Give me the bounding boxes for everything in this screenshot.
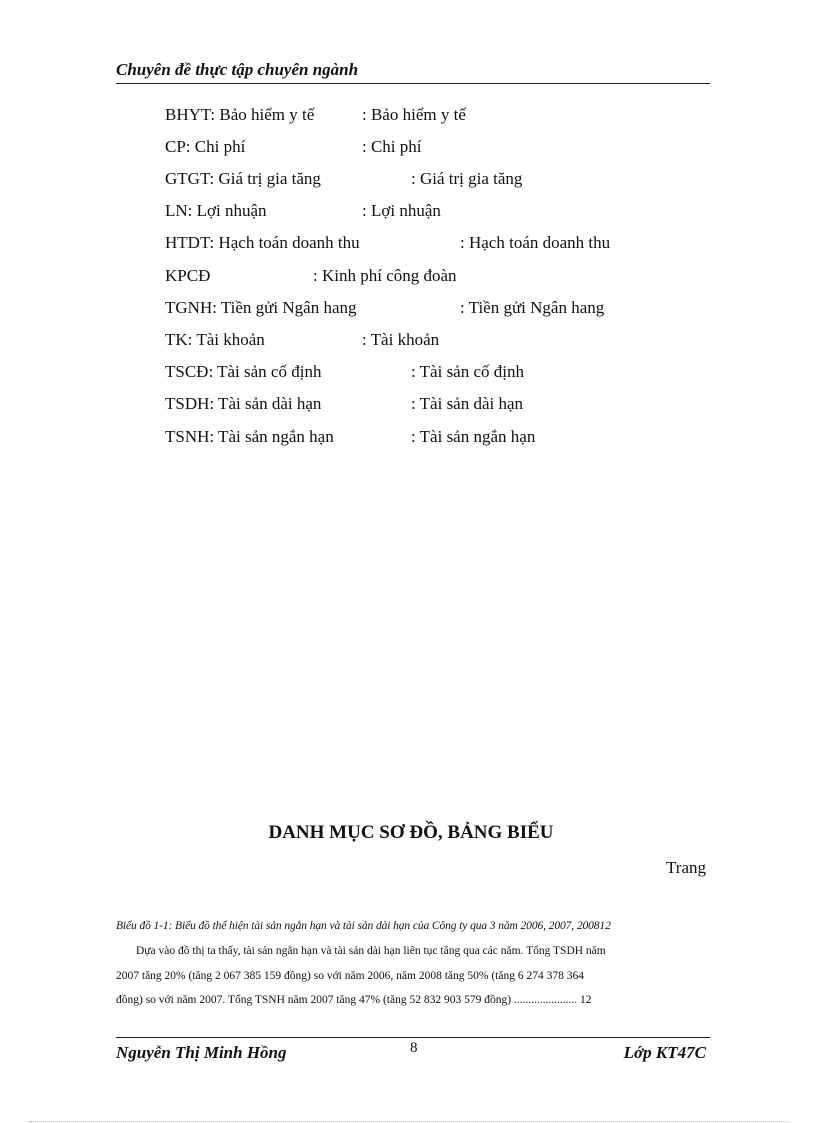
footer-class-label: Lớp KT47C [623, 1043, 706, 1062]
abbreviation-definition: : Tài sản dài hạn [411, 394, 524, 413]
abbreviation-definition: : Hạch toán doanh thu [460, 233, 611, 252]
abbreviation-definition: : Tài sản cố định [411, 362, 524, 381]
abbreviation-definition: : Chi phí [362, 137, 422, 156]
abbreviation-term: TK: Tài khoản [165, 330, 265, 349]
abbreviation-term: KPCĐ [165, 266, 211, 285]
abbreviation-definition: : Kinh phí công đoàn [313, 266, 457, 285]
footer-rule [116, 1037, 710, 1038]
abbreviation-term: HTDT: Hạch toán doanh thu [165, 233, 360, 252]
abbreviation-definition: : Tài sản ngắn hạn [411, 427, 536, 446]
abbreviation-definition: : Lợi nhuận [362, 201, 441, 220]
page-number: 8 [410, 1040, 418, 1056]
toc-entry-line: Dựa vào đồ thị ta thấy, tài sản ngắn hạn và tài sản dài hạn liên tục tăng qua các năm. Tổng TSDH năm [136, 945, 606, 957]
abbreviation-definition: : Bảo hiểm y tế [362, 105, 466, 124]
abbreviation-definition: : Giá trị gia tăng [411, 169, 523, 188]
abbreviation-term: TSNH: Tài sản ngắn hạn [165, 427, 334, 446]
abbreviation-term: CP: Chi phí [165, 137, 246, 156]
abbreviation-term: LN: Lợi nhuận [165, 201, 267, 220]
toc-entry-line: đồng) so với năm 2007. Tổng TSNH năm 2007 tăng 47% (tăng 52 832 903 579 đồng) ...................... 12 [116, 994, 592, 1006]
abbreviation-definition: : Tiền gửi Ngân hang [460, 298, 605, 317]
footer-author: Nguyễn Thị Minh Hồng [116, 1043, 287, 1062]
abbreviation-term: TSCĐ: Tài sản cố định [165, 362, 322, 381]
toc-entry-line: 2007 tăng 20% (tăng 2 067 385 159 đồng) so với năm 2006, năm 2008 tăng 50% (tăng 6 274 378 364 [116, 970, 584, 982]
abbreviation-term: TGNH: Tiền gửi Ngân hang [165, 298, 357, 317]
abbreviation-definition: : Tài khoản [362, 330, 440, 349]
abbreviation-term: GTGT: Giá trị gia tăng [165, 169, 321, 188]
document-header-title: Chuyên đề thực tập chuyên ngành [116, 60, 359, 79]
page-edge [28, 1121, 788, 1122]
section-title: DANH MỤC SƠ ĐỒ, BẢNG BIỂU [268, 822, 554, 843]
page-column-label: Trang [666, 858, 706, 877]
abbreviation-term: TSDH: Tài sản dài hạn [165, 394, 322, 413]
header-rule [116, 83, 710, 84]
abbreviation-term: BHYT: Bảo hiểm y tế [165, 105, 315, 124]
toc-caption-link[interactable]: Biểu đồ 1-1: Biểu đồ thể hiện tài sản ngắn hạn và tài sản dài hạn của Công ty qua 3 năm 2006, 2007, 200812 [116, 920, 611, 932]
